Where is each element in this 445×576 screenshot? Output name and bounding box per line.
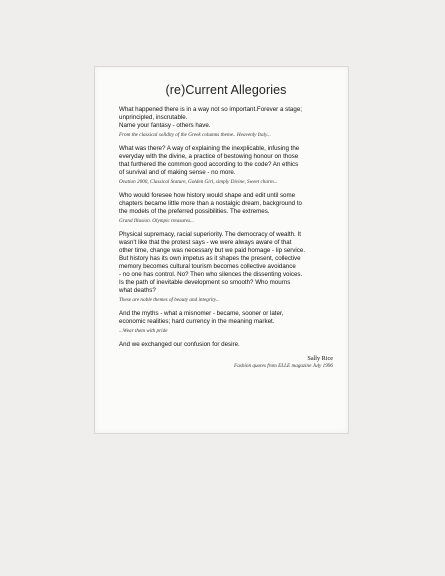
text-line: And we exchanged our confusion for desire. — [119, 341, 240, 348]
text-line: - no one has control. No? Then who silences the dissenting voices. — [119, 271, 303, 278]
text-line: of survival and of making sense - no more. — [119, 169, 236, 176]
text-line: economic realities; hard currency in the meaning market. — [119, 318, 275, 325]
text-line: that furthered the common good according to the code? An ethics — [119, 161, 299, 168]
text-line: the models of the preferred possibilities. The extremes. — [119, 208, 270, 215]
paragraph-text — [119, 145, 333, 177]
italic-caption: ...Wear them with pride — [119, 328, 168, 334]
text-line: What was there? A way of explaining the inexplicable, infusing the — [119, 145, 300, 152]
paragraph-text — [119, 310, 333, 326]
text-line: chapters became little more than a nostalgic dream, background to — [119, 200, 302, 207]
text-line: wasn't like that the protest says - we were always aware of that — [119, 239, 292, 246]
paragraph-text — [119, 192, 333, 216]
author-signature: Sally Rice — [307, 355, 333, 362]
text-line: memory becomes cultural tourism becomes collective avoidance — [119, 263, 296, 270]
text-line: And the myths - what a misnomer - became, sooner or later, — [119, 310, 284, 317]
text-line: What happened there is in a way not so important.Forever a stage; — [119, 106, 302, 113]
text-line: Name your fantasy - others have. — [119, 122, 211, 129]
text-line: Who would foresee how history would shape and edit until some — [119, 192, 296, 199]
italic-caption: From the classical solidity of the Greek columns theme.. Heavenly Italy... — [119, 132, 271, 138]
paragraph-block — [119, 231, 333, 304]
paragraph-text — [119, 106, 333, 130]
paragraph-block — [119, 310, 333, 335]
italic-caption: Grand Illusion. Olympic treasures... — [119, 218, 194, 224]
text-line: what deaths? — [119, 287, 156, 294]
source-caption: Fashion quotes from ELLE magazine July 1996 — [234, 363, 333, 369]
text-line: Physical supremacy, racial superiority. The democracy of wealth. It — [119, 231, 301, 238]
italic-caption: Ovation 2000, Classical Stature, Golden Girl, simply Divine, Sweet charm... — [119, 179, 278, 185]
text-line: Is the path of inevitable development so smooth? Who mourns — [119, 279, 291, 286]
paragraph-block — [119, 145, 333, 186]
paragraph-block — [119, 106, 333, 139]
paragraph-block — [119, 341, 333, 349]
text-line: unprincipled, inscrutable. — [119, 114, 188, 121]
italic-caption: These are noble themes of beauty and integrity... — [119, 297, 220, 303]
document-title: (re)Current Allegories — [165, 83, 287, 97]
paragraph-block — [119, 192, 333, 225]
text-line: everyday with the divine, a practice of bestowing honour on those — [119, 153, 299, 160]
paragraph-text — [119, 231, 333, 295]
document-sheet — [95, 67, 348, 433]
paragraph-text — [119, 341, 333, 349]
text-line: But history has its own impetus as it shapes the present, collective — [119, 255, 301, 262]
text-line: other time, change was necessary but we paid homage - lip service. — [119, 247, 306, 254]
